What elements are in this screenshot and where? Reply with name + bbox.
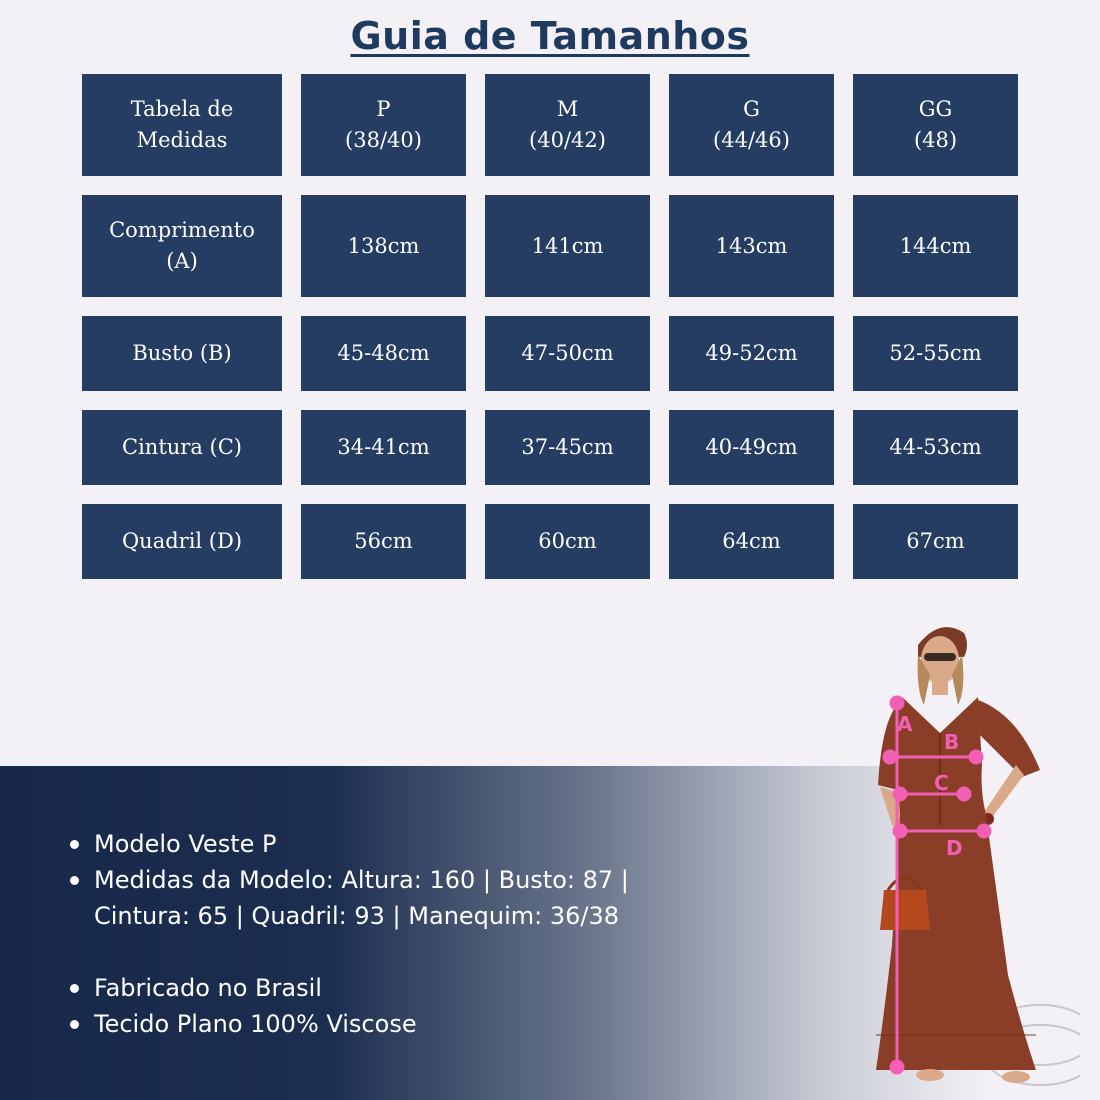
sunglasses-icon [924, 653, 956, 661]
marker-label-b: B [944, 730, 960, 754]
handbag [880, 890, 930, 930]
list-item: Tecido Plano 100% Viscose [68, 1006, 688, 1042]
size-table [82, 74, 1018, 579]
row-label-quadril: Quadril (D) [82, 504, 282, 579]
list-item: Medidas da Modelo: Altura: 160 | Busto: 87 | Cintura: 65 | Quadril: 93 | Manequim: 36/38 [68, 862, 688, 934]
table-cell: 45-48cm [301, 316, 466, 391]
marker-label-d: D [946, 836, 963, 860]
size-header-gg: GG (48) [853, 74, 1018, 176]
size-header-g: G (44/46) [669, 74, 834, 176]
product-info [68, 826, 688, 1042]
table-header-label: Tabela de Medidas [82, 74, 282, 176]
table-cell: 52-55cm [853, 316, 1018, 391]
info-list-model [68, 826, 688, 934]
row-label-cintura: Cintura (C) [82, 410, 282, 485]
size-header-m: M (40/42) [485, 74, 650, 176]
table-cell: 56cm [301, 504, 466, 579]
list-item: Fabricado no Brasil [68, 970, 688, 1006]
table-cell: 64cm [669, 504, 834, 579]
page-title: Guia de Tamanhos [350, 14, 750, 58]
table-cell: 40-49cm [669, 410, 834, 485]
table-cell: 138cm [301, 195, 466, 297]
row-label-busto: Busto (B) [82, 316, 282, 391]
list-item: Modelo Veste P [68, 826, 688, 862]
table-cell: 67cm [853, 504, 1018, 579]
size-header-p: P (38/40) [301, 74, 466, 176]
info-list-fabric [68, 970, 688, 1042]
table-cell: 47-50cm [485, 316, 650, 391]
marker-label-a: A [897, 712, 913, 736]
table-cell: 144cm [853, 195, 1018, 297]
marker-label-c: C [934, 771, 949, 795]
table-cell: 141cm [485, 195, 650, 297]
row-label-comprimento: Comprimento (A) [82, 195, 282, 297]
sleeve-right [978, 700, 1040, 777]
table-cell: 37-45cm [485, 410, 650, 485]
table-cell: 44-53cm [853, 410, 1018, 485]
table-cell: 49-52cm [669, 316, 834, 391]
table-cell: 143cm [669, 195, 834, 297]
table-cell: 34-41cm [301, 410, 466, 485]
model-figure-illustration [840, 615, 1080, 1100]
table-cell: 60cm [485, 504, 650, 579]
